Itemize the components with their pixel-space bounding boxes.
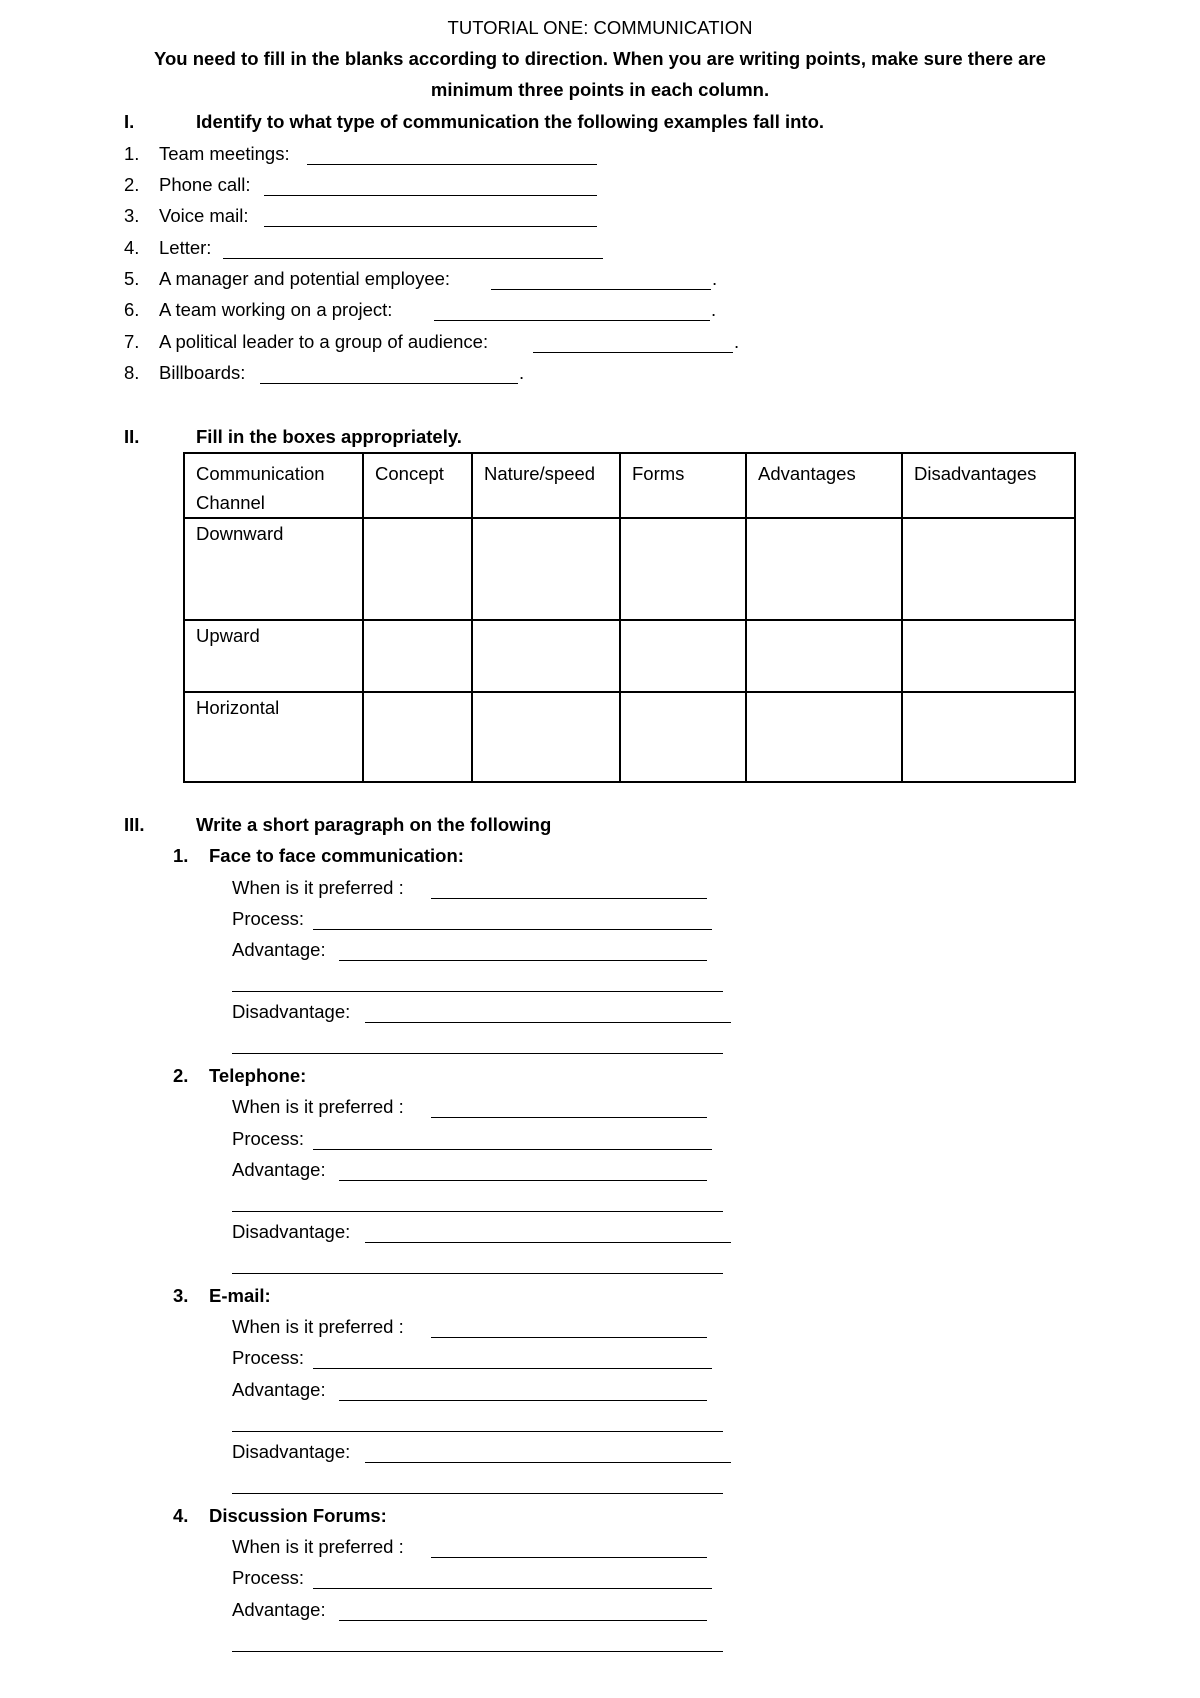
list-item-number: 4. [124, 237, 140, 258]
answer-blank[interactable] [232, 1651, 723, 1652]
field-label-preferred: When is it preferred : [232, 1316, 404, 1337]
topic-number: 1. [173, 845, 189, 866]
list-item-number: 2. [124, 174, 140, 195]
answer-blank[interactable] [232, 1053, 723, 1054]
topic-title: E-mail: [209, 1285, 271, 1306]
answer-blank[interactable] [232, 991, 723, 992]
section-1-heading: Identify to what type of communication the following examples fall into. [196, 111, 825, 132]
intro-line-1: You need to fill in the blanks according to direction. When you are writing points, make sure there are [154, 48, 1046, 69]
section-1-numeral: I. [124, 111, 135, 132]
list-item-number: 6. [124, 299, 140, 320]
table-header-cell: Concept [363, 453, 472, 518]
table-row [184, 692, 1075, 782]
field-label-process: Process: [232, 1347, 304, 1368]
table-cell[interactable] [472, 692, 620, 782]
answer-blank[interactable] [339, 960, 707, 961]
communication-channels-table [183, 452, 1076, 783]
table-cell[interactable] [620, 518, 746, 620]
table-header-cell: Disadvantages [902, 453, 1075, 518]
answer-blank[interactable] [232, 1211, 723, 1212]
section-2-numeral: II. [124, 426, 140, 447]
section-3-heading: Write a short paragraph on the following [196, 814, 552, 835]
answer-blank[interactable] [533, 352, 733, 353]
answer-blank[interactable] [313, 1588, 712, 1589]
topic-number: 3. [173, 1285, 189, 1306]
answer-blank[interactable] [232, 1431, 723, 1432]
list-item-number: 7. [124, 331, 140, 352]
field-label-advantage: Advantage: [232, 939, 326, 960]
table-header-cell: Forms [620, 453, 746, 518]
table-row [184, 518, 1075, 620]
table-header-cell: Communication Channel [184, 453, 363, 518]
answer-blank[interactable] [431, 898, 707, 899]
field-label-advantage: Advantage: [232, 1159, 326, 1180]
table-cell[interactable] [620, 620, 746, 692]
topic-number: 2. [173, 1065, 189, 1086]
list-item-number: 8. [124, 362, 140, 383]
field-label-advantage: Advantage: [232, 1379, 326, 1400]
list-item-label: Letter: [159, 237, 212, 258]
field-label-preferred: When is it preferred : [232, 1096, 404, 1117]
table-cell[interactable] [363, 692, 472, 782]
answer-blank[interactable] [431, 1337, 707, 1338]
answer-blank[interactable] [313, 929, 712, 930]
table-row-label: Upward [184, 620, 363, 692]
answer-blank[interactable] [339, 1400, 707, 1401]
table-row-label: Downward [184, 518, 363, 620]
answer-blank[interactable] [260, 383, 518, 384]
section-2-heading: Fill in the boxes appropriately. [196, 426, 462, 447]
topic-number: 4. [173, 1505, 189, 1526]
table-row-label: Horizontal [184, 692, 363, 782]
table-cell[interactable] [902, 620, 1075, 692]
answer-blank[interactable] [264, 195, 597, 196]
answer-blank[interactable] [232, 1273, 723, 1274]
list-item-end: . [734, 331, 740, 352]
topic-title: Telephone: [209, 1065, 307, 1086]
answer-blank[interactable] [434, 320, 710, 321]
list-item-end: . [711, 299, 717, 320]
list-item-label: Voice mail: [159, 205, 249, 226]
table-cell[interactable] [363, 620, 472, 692]
answer-blank[interactable] [264, 226, 597, 227]
answer-blank[interactable] [365, 1022, 731, 1023]
table-cell[interactable] [472, 518, 620, 620]
table-cell[interactable] [472, 620, 620, 692]
answer-blank[interactable] [431, 1557, 707, 1558]
list-item-label: Team meetings: [159, 143, 290, 164]
answer-blank[interactable] [339, 1620, 707, 1621]
topic-title: Face to face communication: [209, 845, 464, 866]
table-cell[interactable] [746, 620, 902, 692]
list-item-number: 5. [124, 268, 140, 289]
list-item-label: Phone call: [159, 174, 251, 195]
table-cell[interactable] [902, 692, 1075, 782]
list-item-label: Billboards: [159, 362, 246, 383]
table-header-cell: Nature/speed [472, 453, 620, 518]
section-3-numeral: III. [124, 814, 145, 835]
list-item-label: A manager and potential employee: [159, 268, 451, 289]
answer-blank[interactable] [365, 1242, 731, 1243]
field-label-process: Process: [232, 908, 304, 929]
table-cell[interactable] [902, 518, 1075, 620]
answer-blank[interactable] [313, 1149, 712, 1150]
table-row [184, 620, 1075, 692]
table-cell[interactable] [620, 692, 746, 782]
field-label-disadvantage: Disadvantage: [232, 1441, 351, 1462]
answer-blank[interactable] [491, 289, 711, 290]
answer-blank[interactable] [431, 1117, 707, 1118]
answer-blank[interactable] [313, 1368, 712, 1369]
topic-title: Discussion Forums: [209, 1505, 387, 1526]
list-item-end: . [519, 362, 525, 383]
field-label-disadvantage: Disadvantage: [232, 1001, 351, 1022]
table-cell[interactable] [363, 518, 472, 620]
answer-blank[interactable] [339, 1180, 707, 1181]
list-item-number: 1. [124, 143, 140, 164]
page-title: TUTORIAL ONE: COMMUNICATION [447, 17, 753, 38]
table-cell[interactable] [746, 692, 902, 782]
table-header-cell: Advantages [746, 453, 902, 518]
answer-blank[interactable] [232, 1493, 723, 1494]
list-item-number: 3. [124, 205, 140, 226]
field-label-disadvantage: Disadvantage: [232, 1221, 351, 1242]
answer-blank[interactable] [307, 164, 597, 165]
list-item-label: A team working on a project: [159, 299, 393, 320]
table-cell[interactable] [746, 518, 902, 620]
field-label-process: Process: [232, 1567, 304, 1588]
field-label-preferred: When is it preferred : [232, 877, 404, 898]
list-item-label: A political leader to a group of audience: [159, 331, 489, 352]
answer-blank[interactable] [223, 258, 603, 259]
intro-line-2: minimum three points in each column. [430, 79, 770, 100]
list-item-end: . [712, 268, 718, 289]
answer-blank[interactable] [365, 1462, 731, 1463]
field-label-advantage: Advantage: [232, 1599, 326, 1620]
table-header-row [184, 453, 1075, 518]
field-label-preferred: When is it preferred : [232, 1536, 404, 1557]
field-label-process: Process: [232, 1128, 304, 1149]
